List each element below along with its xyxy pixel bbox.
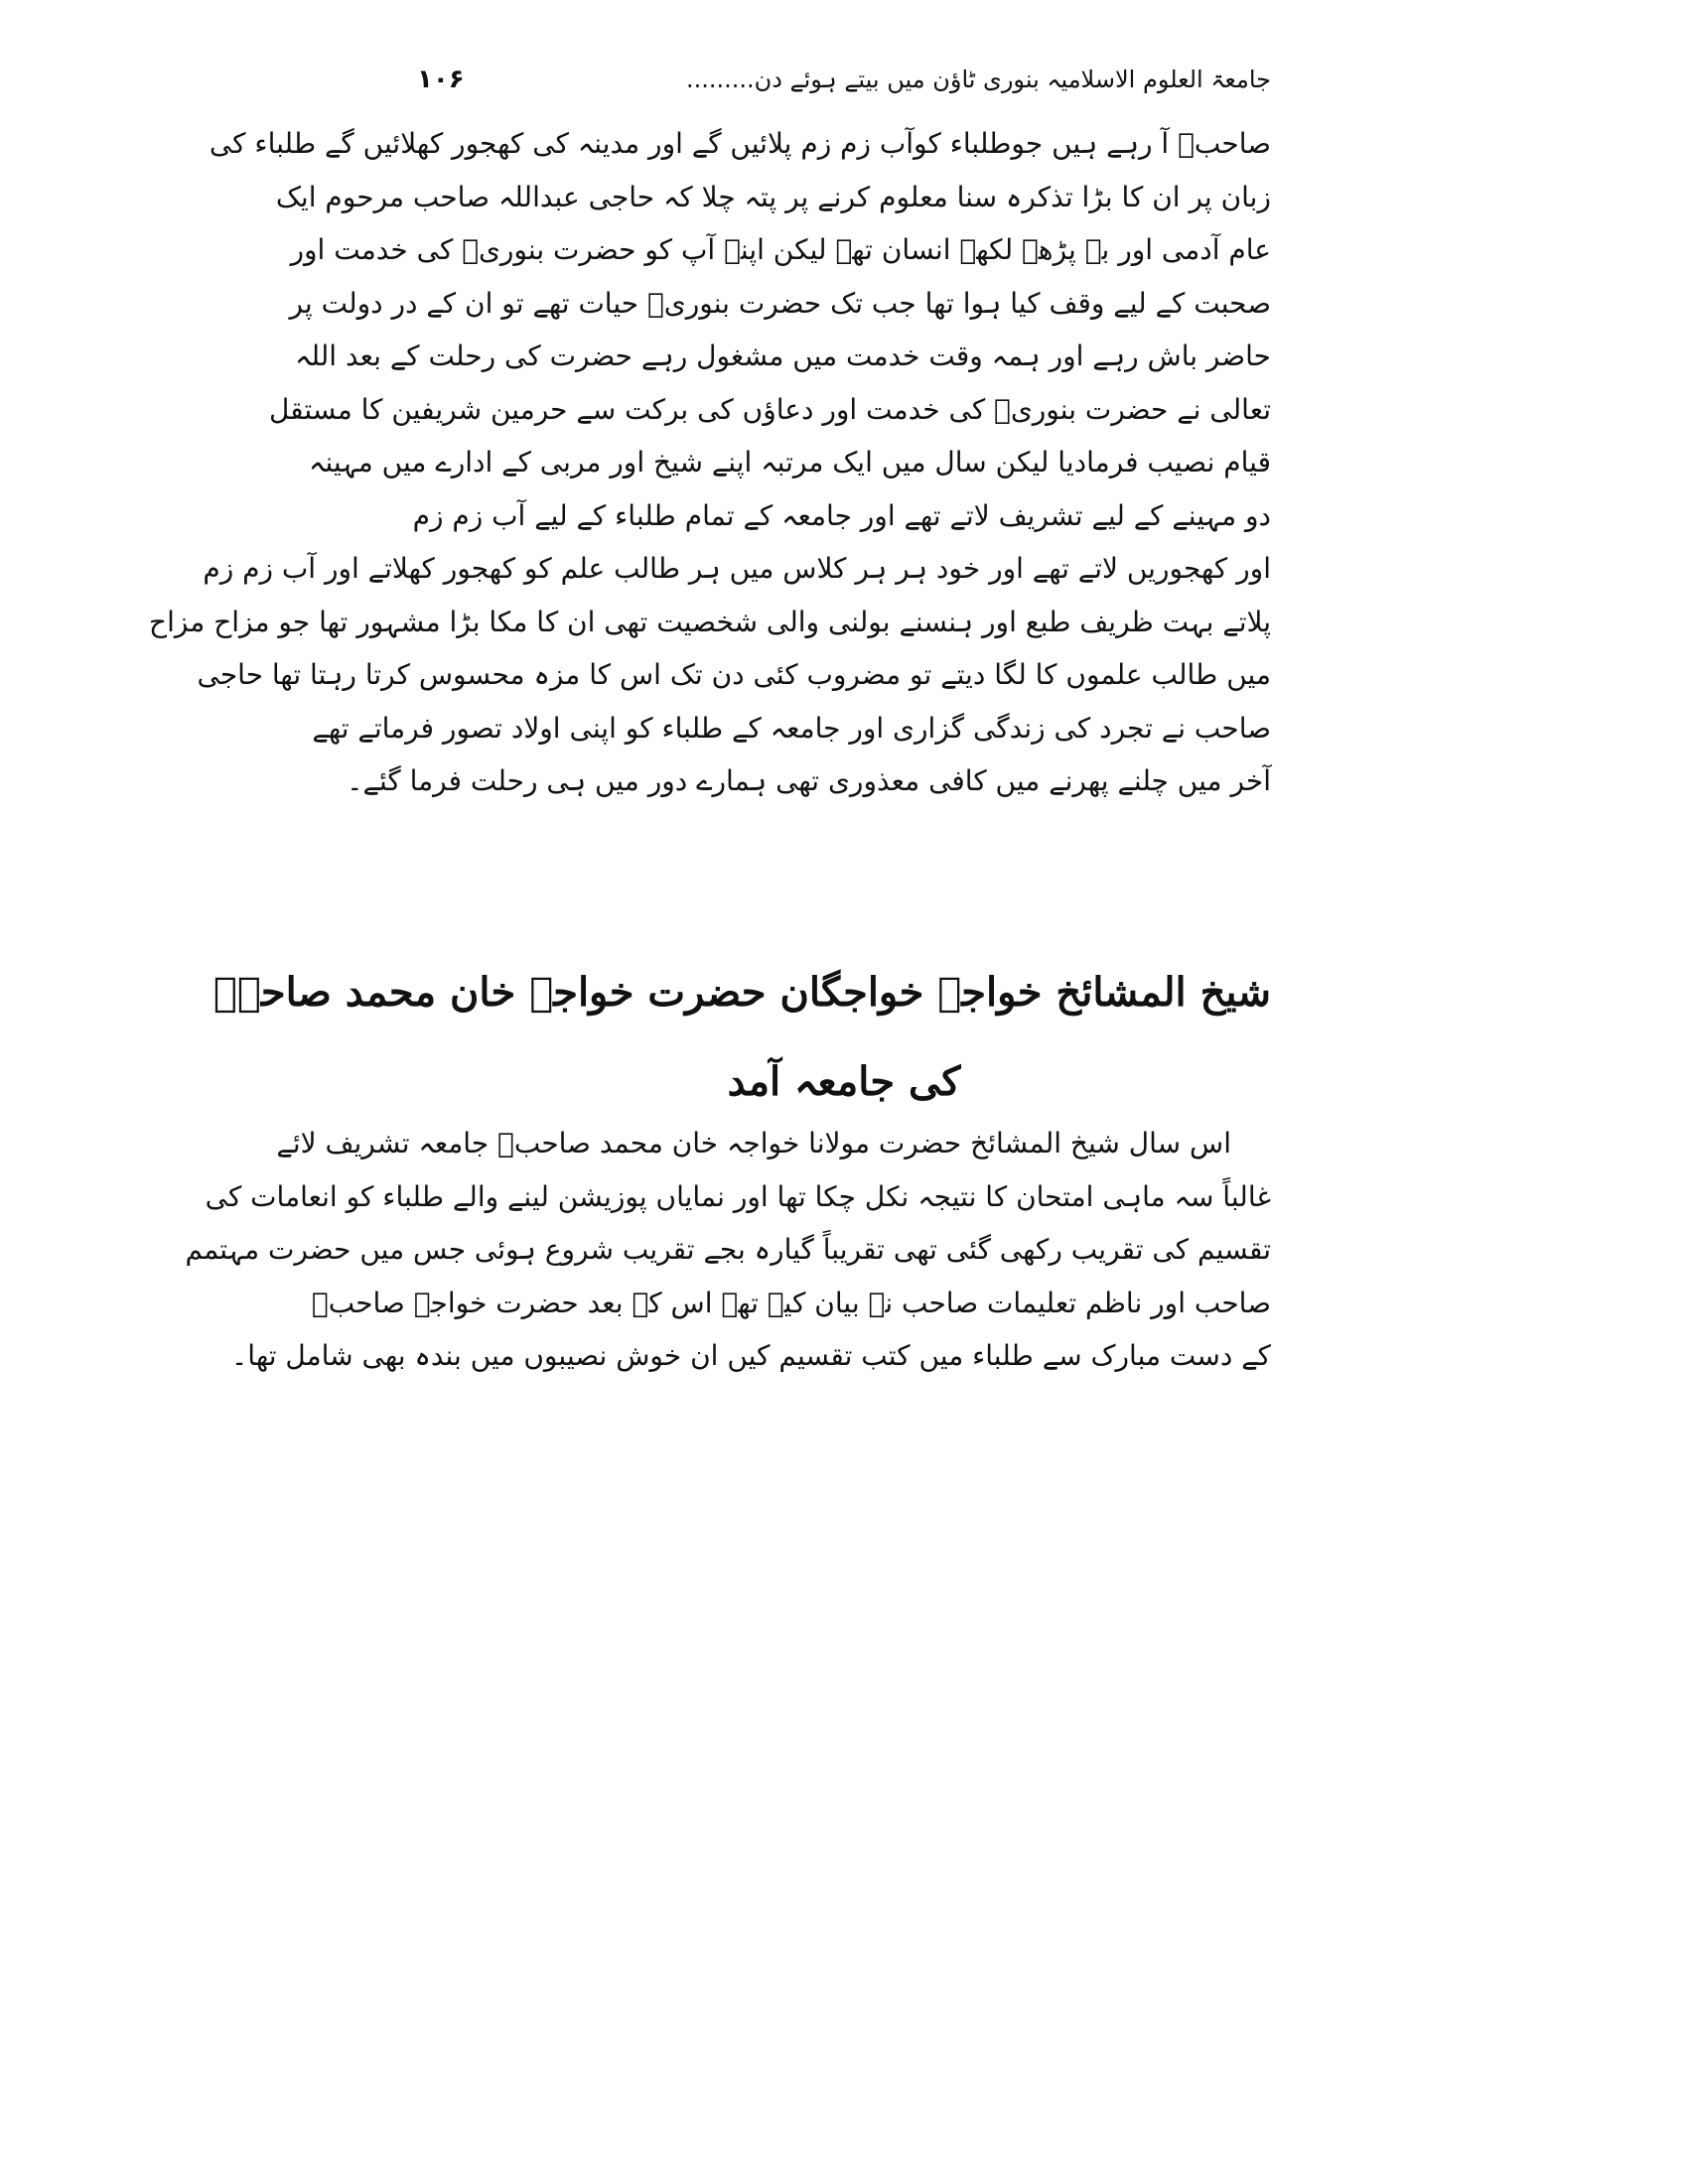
text-line: صاحب اور ناظم تعلیمات صاحب نے بیان کیے تھے اس کے بعد حضرت خواجہ صاحبؒ [311,1286,1271,1319]
text-line: حاضر باش رہے اور ہمہ وقت خدمت میں مشغول رہے حضرت کی رحلت کے بعد اللہ [295,340,1271,372]
text-line: اس سال شیخ المشائخ حضرت مولانا خواجہ خان محمد صاحبؒ جامعہ تشریف لائے [276,1127,1231,1160]
text-line: کے دست مبارک سے طلباء میں کتب تقسیم کیں ان خوش نصیبوں میں بندہ بھی شامل تھا۔ [230,1339,1271,1372]
text-line: تعالی نے حضرت بنوریؒ کی خدمت اور دعاؤں کی برکت سے حرمین شریفین کا مستقل [268,392,1271,426]
text-line: غالباً سہ ماہی امتحان کا نتیجہ نکل چکا تھا اور نمایاں پوزیشن لینے والے طلباء کو انعامات کی [205,1179,1271,1213]
text-line: قیام نصیب فرمادیا لیکن سال میں ایک مرتبہ اپنے شیخ اور مربی کے ادارے میں مہینہ [309,446,1271,478]
section-heading: شیخ المشائخ خواجہ خواجگان حضرت خواجہ خان محمد صاحبؒ [212,969,1271,1016]
text-line: زبان پر ان کا بڑا تذکرہ سنا معلوم کرنے پر پتہ چلا کہ حاجی عبداللہ صاحب مرحوم ایک [275,180,1271,213]
text-line: صاحب نے تجرد کی زندگی گزاری اور جامعہ کے طلباء کو اپنی اولاد تصور فرماتے تھے [312,711,1271,745]
text-line: تقسیم کی تقریب رکھی گئی تھی تقریباً گیارہ بجے تقریب شروع ہوئی جس میں حضرت مہتمم [185,1233,1271,1266]
text-line: اور کھجوریں لاتے تھے اور خود ہر ہر کلاس میں ہر طالب علم کو کھجور کھلاتے اور آب زم زم [203,552,1271,585]
text-line: صحبت کے لیے وقف کیا ہوا تھا جب تک حضرت بنوریؒ حیات تھے تو ان کے در دولت پر [289,286,1271,320]
running-head-title: جامعۃ العلوم الاسلامیہ بنوری ٹاؤن میں بیتے ہوئے دن......... [685,66,1271,93]
body-paragraph-2 [185,1117,1271,1383]
running-head [417,55,1271,104]
text-line: عام آدمی اور بے پڑھے لکھے انسان تھے لیکن اپنے آپ کو حضرت بنوریؒ کی خدمت اور [290,233,1271,266]
section-heading-continued: کی جامعہ آمد [727,1058,961,1105]
text-line: میں طالب علموں کا لگا دیتے تو مضروب کئی دن تک اس کا مزہ محسوس کرتا رہتا تھا حاجی [197,658,1271,691]
text-line: دو مہینے کے لیے تشریف لاتے تھے اور جامعہ کے تمام طلباء کے لیے آب زم زم [412,498,1271,532]
text-line: صاحبؒ آ رہے ہیں جوطلباء کوآب زم زم پلائیں گے اور مدینہ کی کھجور کھلائیں گے طلباء کی [209,127,1271,160]
text-line: آخر میں چلنے پھرنے میں کافی معذوری تھی ہمارے دور میں ہی رحلت فرما گئے۔ [347,764,1271,797]
page-number: ۱۰۶ [417,65,465,94]
body-paragraph-1 [149,117,1271,808]
text-line: پلاتے بہت ظریف طبع اور ہنسنے بولنی والی شخصیت تھی ان کا مکا بڑا مشہور تھا جو مزاح مزاح [149,605,1271,638]
